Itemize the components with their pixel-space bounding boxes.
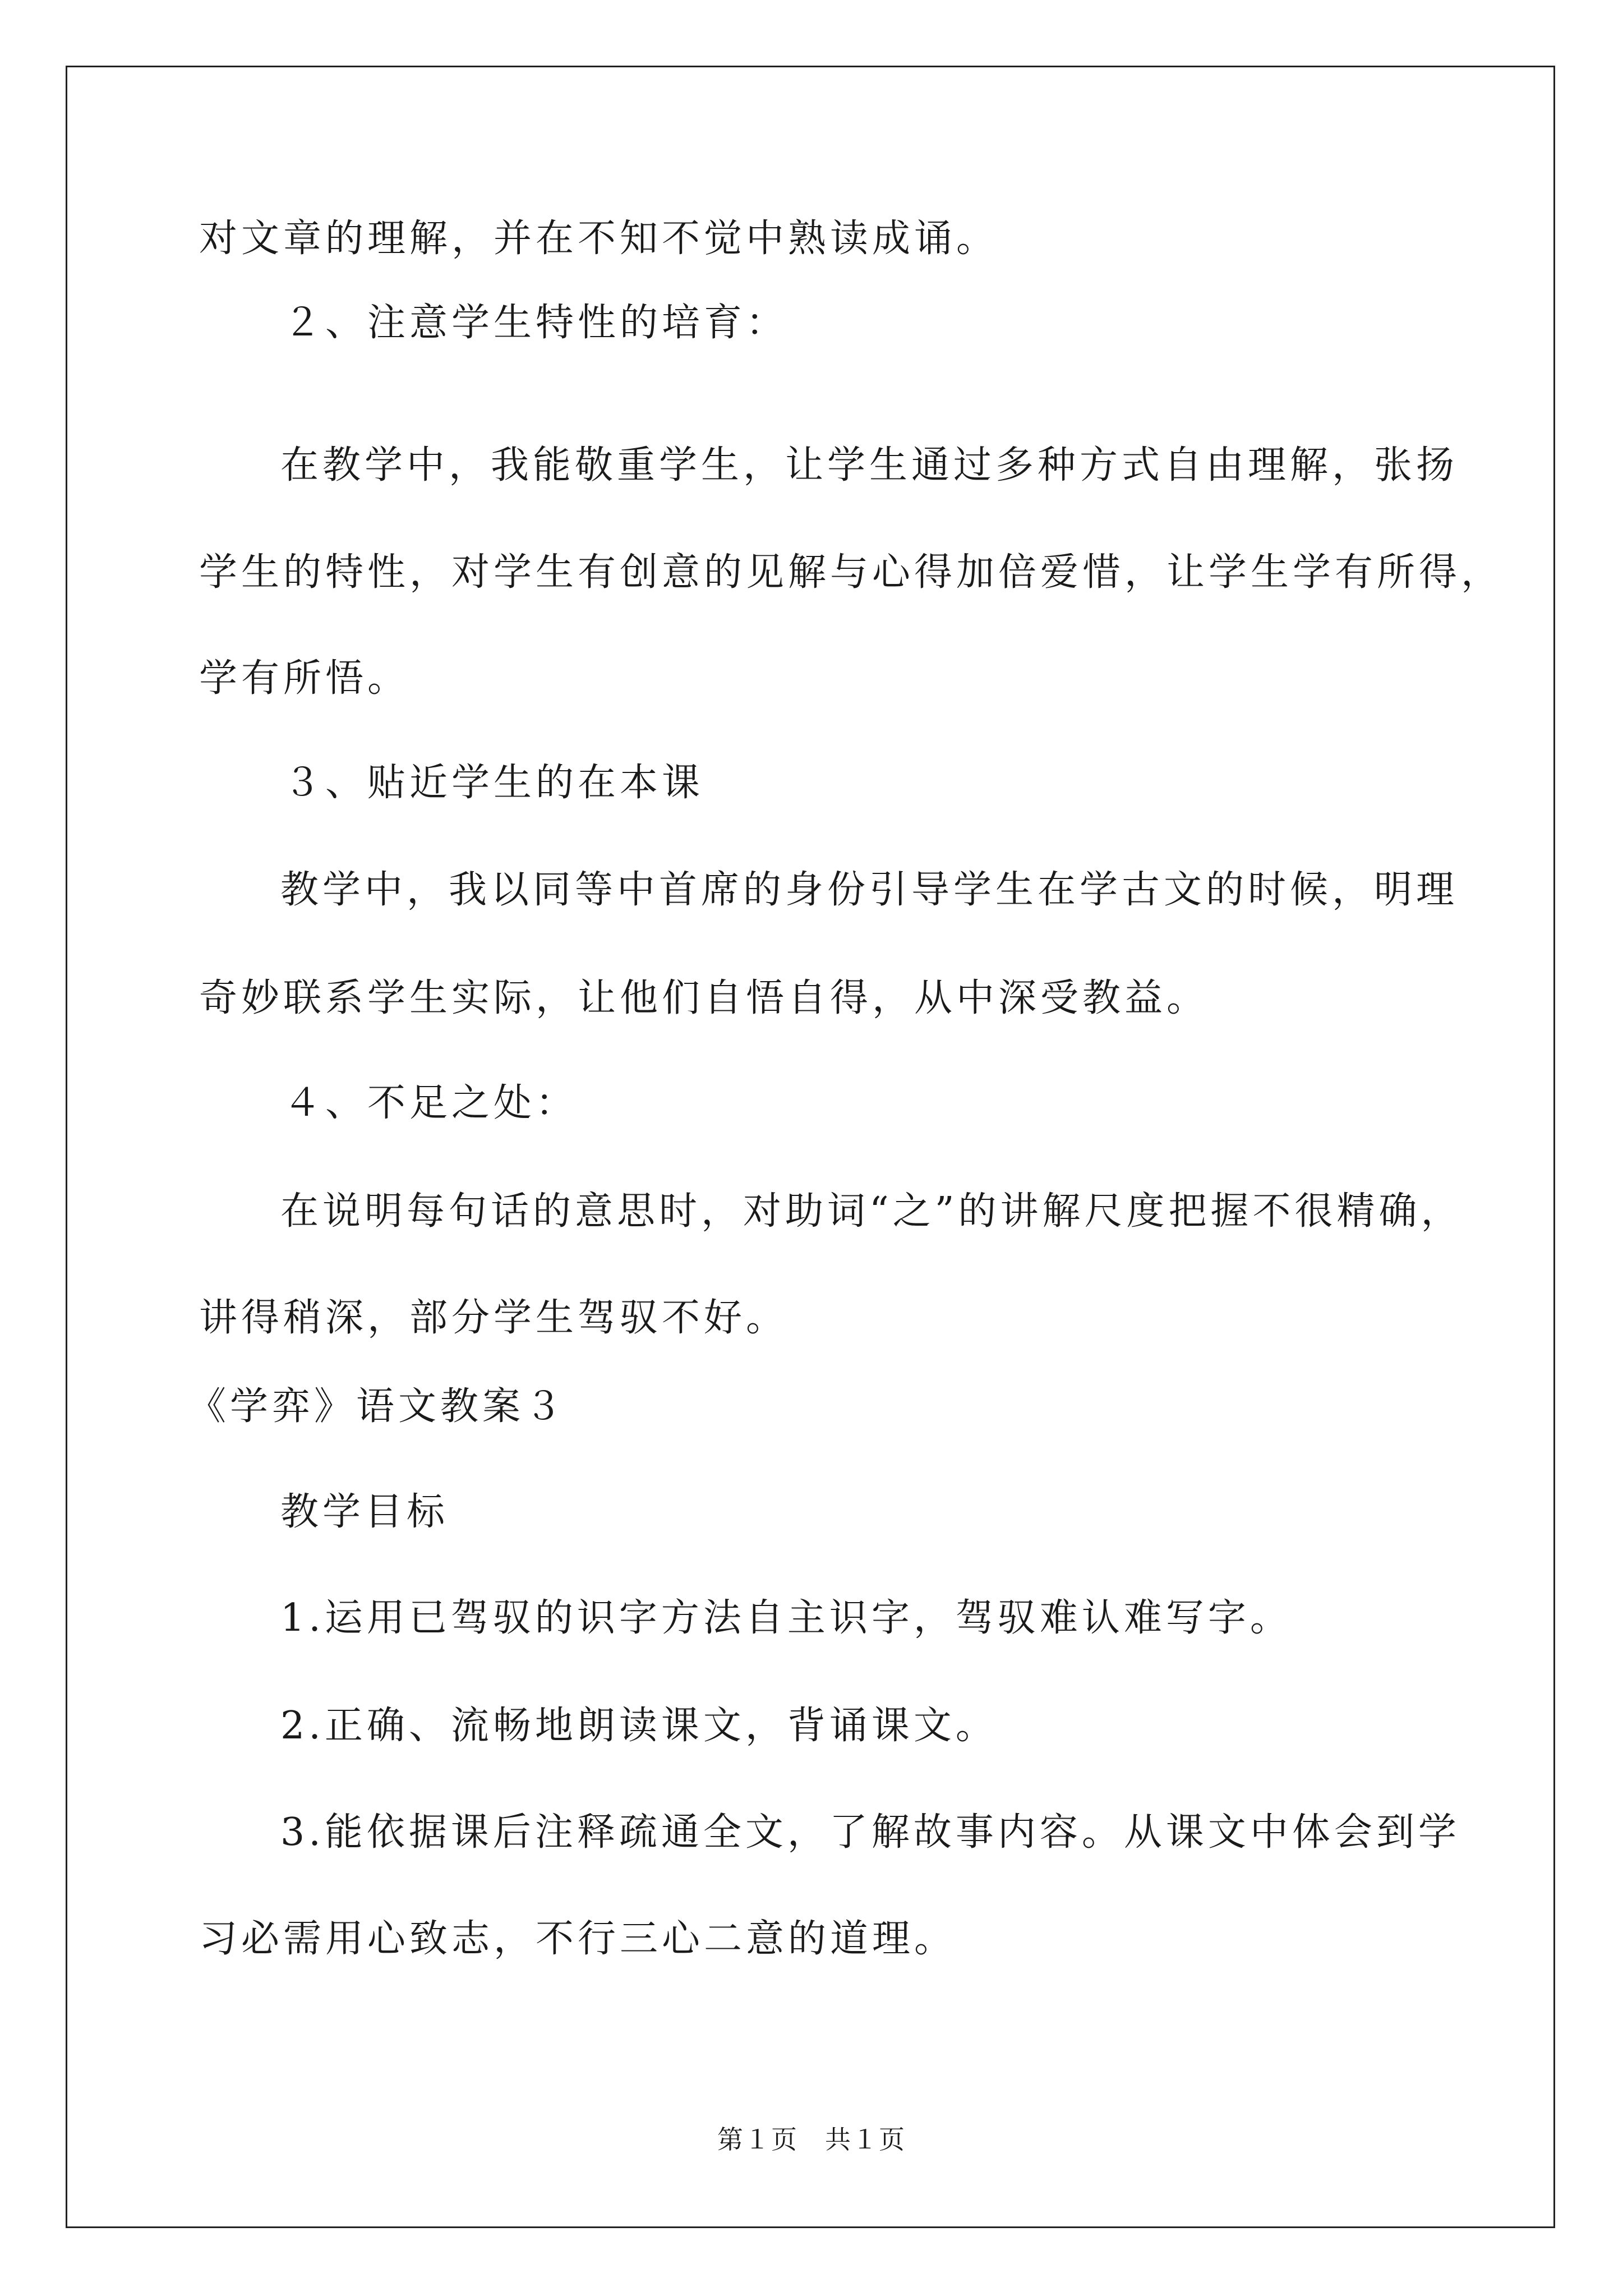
paragraph-line: 在说明每句话的意思时，对助词“之”的讲解尺度把握不很精确，: [280, 1189, 1463, 1234]
paragraph-line: 奇妙联系学生实际，让他们自悟自得，从中深受教益。: [199, 976, 1209, 1020]
section-heading: ４、不足之处：: [283, 1081, 578, 1125]
paragraph-line: 教学中，我以同等中首席的身份引导学生在学古文的时候，明理: [280, 868, 1459, 912]
list-item: 1.运用已驾驭的识字方法自主识字，驾驭难认难写字。: [280, 1596, 1292, 1640]
paragraph-line: 学生的特性，对学生有创意的见解与心得加倍爱惜，让学生学有所得，: [199, 550, 1504, 595]
list-item: 3.能依据课后注释疏通全文，了解故事内容。从课文中体会到学: [280, 1810, 1460, 1855]
list-item: 2.正确、流畅地朗读课文，背诵课文。: [280, 1704, 998, 1748]
page-border: [66, 66, 1555, 2228]
paragraph-line: 讲得稍深，部分学生驾驭不好。: [199, 1296, 789, 1340]
section-heading: 教学目标: [280, 1490, 449, 1534]
paragraph-line: 在教学中，我能敬重学生，让学生通过多种方式自由理解，张扬: [280, 443, 1459, 487]
paragraph-line: 对文章的理解，并在不知不觉中熟读成诵。: [199, 217, 999, 261]
paragraph-line: 习必需用心致志，不行三心二意的道理。: [199, 1917, 957, 1961]
section-heading: ３、贴近学生的在本课: [283, 761, 704, 805]
document-title: 《学弈》语文教案３: [188, 1384, 567, 1429]
paragraph-line: 学有所悟。: [199, 656, 410, 701]
section-heading: ２、注意学生特性的培育：: [283, 301, 789, 345]
page-number-footer: 第１页 共１页: [717, 2124, 906, 2155]
